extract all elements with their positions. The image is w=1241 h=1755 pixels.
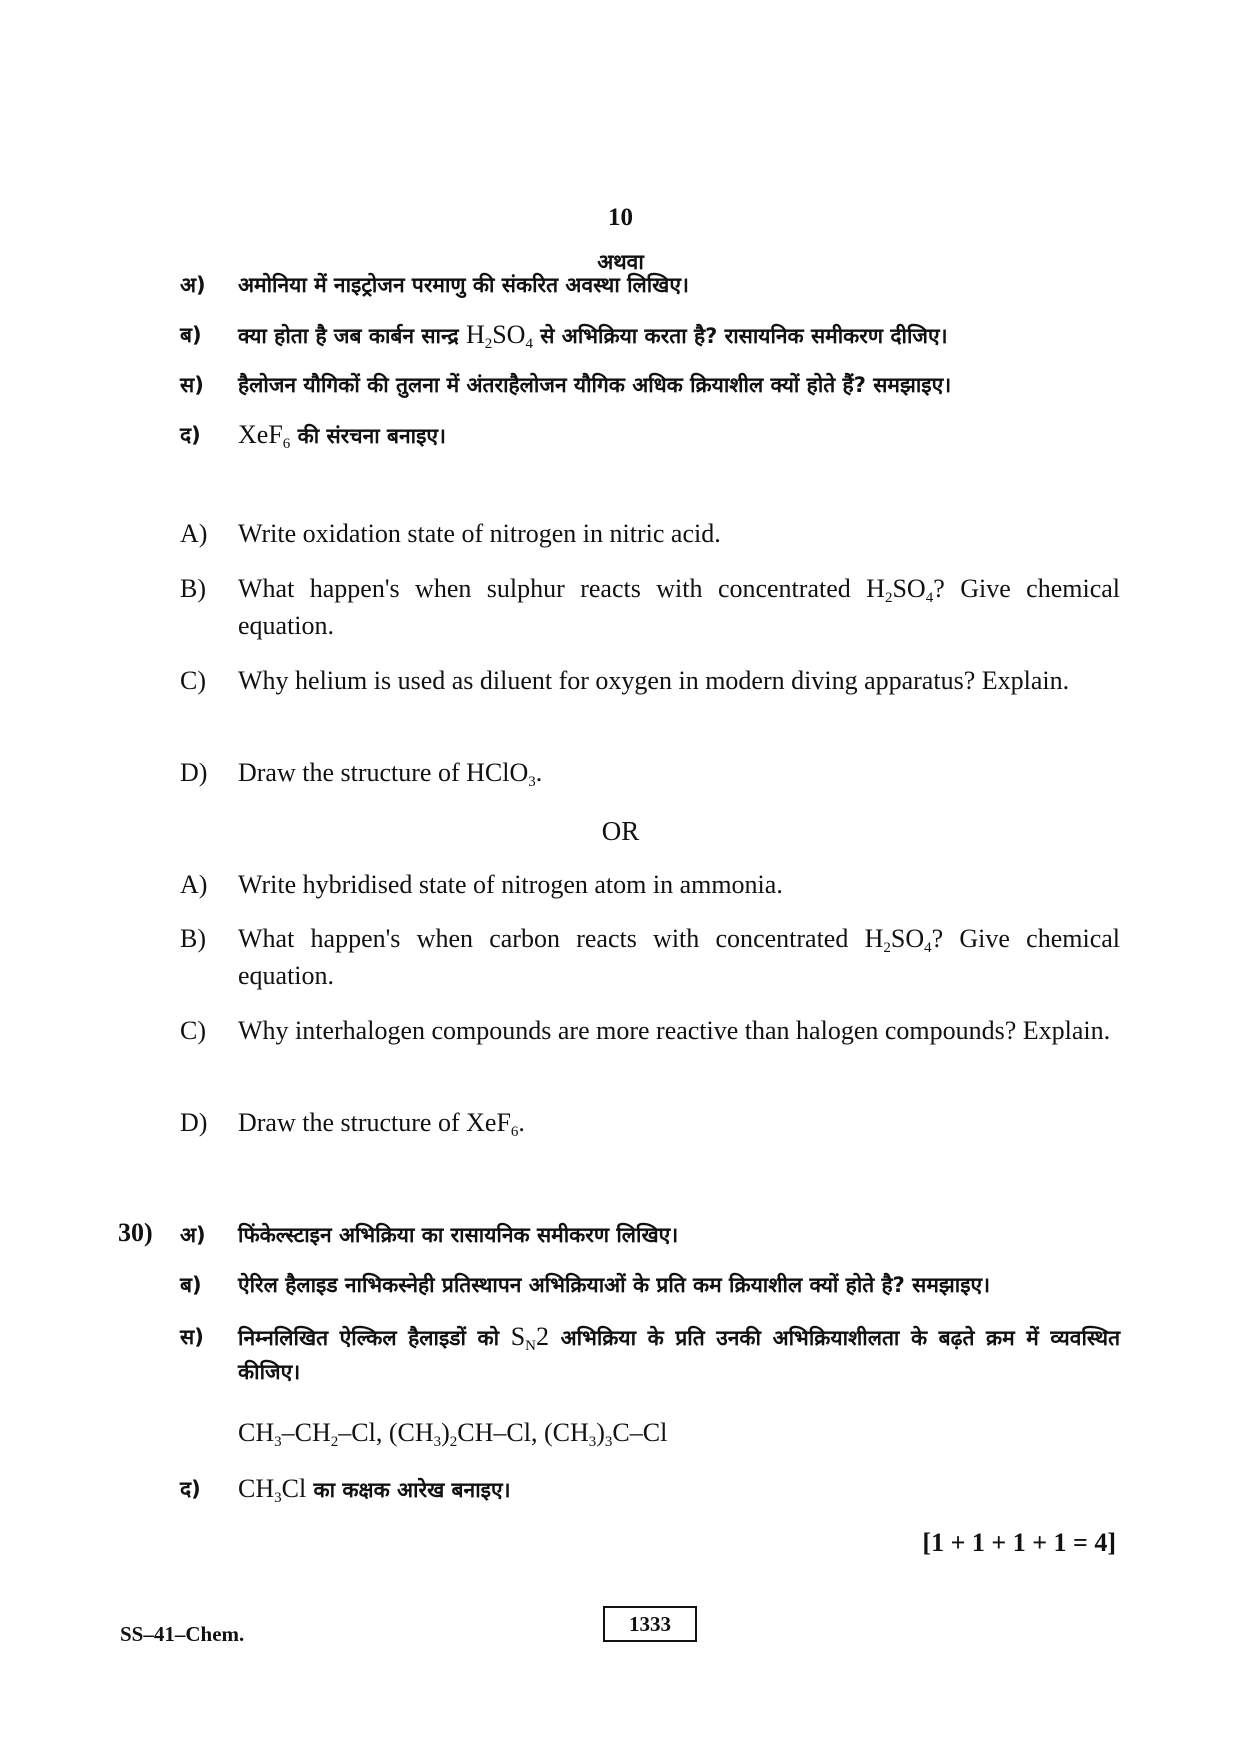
formula-subscript: 2 bbox=[883, 940, 891, 956]
question-text: अमोनिया में नाइट्रोजन परमाणु की संकरित अवस्था लिखिए। bbox=[238, 273, 689, 297]
q30-item-a bbox=[180, 1218, 1120, 1252]
question-text: Write oxidation state of nitrogen in nitric acid. bbox=[238, 519, 721, 548]
formula bbox=[465, 320, 533, 352]
question-text bbox=[238, 1320, 1120, 1389]
english-question-c bbox=[180, 662, 1120, 699]
formula-subscript: 4 bbox=[925, 590, 934, 606]
question-text bbox=[238, 1472, 1120, 1507]
question-text bbox=[238, 570, 1120, 644]
text-after: ? Give chemical equation. bbox=[238, 574, 1120, 640]
english-alt-question-b bbox=[180, 920, 1120, 994]
question-marker: द) bbox=[180, 1477, 201, 1501]
hindi-question-a bbox=[180, 268, 1120, 302]
formula-subscript: 6 bbox=[510, 1124, 519, 1140]
formula bbox=[510, 1322, 550, 1354]
q30-item-b bbox=[180, 1268, 1120, 1302]
text-after: . bbox=[535, 758, 543, 787]
question-text: Why interhalogen compounds are more reactive than halogen compounds? Explain. bbox=[238, 1016, 1111, 1045]
english-question-b bbox=[180, 570, 1120, 644]
english-alt-question-a bbox=[180, 866, 1120, 903]
formula-subscript: 6 bbox=[282, 436, 291, 452]
question-marker: C) bbox=[180, 1016, 206, 1045]
formula bbox=[238, 1474, 307, 1506]
question-marker: A) bbox=[180, 519, 208, 548]
question-text: Write hybridised state of nitrogen atom in ammonia. bbox=[238, 870, 783, 899]
page-code-box: 1333 bbox=[603, 1606, 697, 1642]
athva-separator: अथवा bbox=[597, 250, 644, 274]
formula-part: H bbox=[465, 320, 485, 349]
text-before: क्या होता है जब कार्बन सान्द्र bbox=[238, 324, 459, 348]
text-before: What happen's when sulphur reacts with concentrated H bbox=[238, 574, 885, 603]
question-marker: अ) bbox=[180, 1223, 206, 1247]
q30-item-c bbox=[180, 1320, 1120, 1389]
question-text bbox=[238, 920, 1120, 994]
question-text bbox=[238, 1104, 1120, 1141]
text-after: की संरचना बनाइए। bbox=[297, 424, 446, 448]
formula-part: SO bbox=[492, 320, 526, 349]
text-before: निम्नलिखित ऐल्किल हैलाइडों को bbox=[238, 1326, 500, 1350]
formula-subscript: 2 bbox=[884, 590, 893, 606]
formula-part: 2 bbox=[536, 1322, 550, 1351]
question-text: ऐरिल हैलाइड नाभिकस्नेही प्रतिस्थापन अभिक्रियाओं के प्रति कम क्रियाशील क्यों होते है? समझाइए। bbox=[238, 1273, 991, 1297]
question-marker: द) bbox=[180, 423, 201, 447]
formula bbox=[238, 420, 291, 452]
question-text: फिंकेल्स्टाइन अभिक्रिया का रासायनिक समीकरण लिखिए। bbox=[238, 1223, 679, 1247]
question-marker: C) bbox=[180, 666, 206, 695]
text-after: का कक्षक आरेख बनाइए। bbox=[313, 1478, 511, 1502]
question-text bbox=[238, 418, 1120, 453]
hindi-question-c bbox=[180, 368, 1120, 402]
text-after: . bbox=[518, 1108, 525, 1137]
question-marker: ब) bbox=[180, 323, 202, 347]
text-after: अभिक्रिया के प्रति उनकी अभिक्रियाशीलता के बढ़ते क्रम में व्यवस्थित कीजिए। bbox=[238, 1326, 1121, 1384]
formula-part: XeF bbox=[238, 420, 283, 449]
text-before: Draw the structure of HClO bbox=[238, 758, 529, 787]
question-text: हैलोजन यौगिकों की तुलना में अंतराहैलोजन यौगिक अधिक क्रियाशील क्यों होते हैं? समझाइए। bbox=[238, 373, 952, 397]
english-question-a bbox=[180, 515, 1120, 552]
question-text bbox=[238, 754, 1120, 791]
formula-subscript: 2 bbox=[484, 336, 493, 352]
hindi-question-d bbox=[180, 418, 1120, 453]
formula-part: SO bbox=[892, 574, 926, 603]
question-marker: ब) bbox=[180, 1273, 202, 1297]
english-question-d bbox=[180, 754, 1120, 791]
marks-allocation: [1 + 1 + 1 + 1 = 4] bbox=[922, 1528, 1116, 1557]
formula-subscript: 4 bbox=[924, 940, 932, 956]
question-marker: अ) bbox=[180, 273, 206, 297]
text-after: ? Give chemical equation. bbox=[238, 924, 1120, 990]
or-separator: OR bbox=[601, 816, 640, 846]
page-number: 10 bbox=[608, 204, 633, 231]
q30-item-d bbox=[180, 1472, 1120, 1507]
text-before: What happen's when carbon reacts with concentrated H bbox=[238, 924, 884, 953]
question-text: Why helium is used as diluent for oxygen in modern diving apparatus? Explain. bbox=[238, 666, 1070, 695]
formula-part: CH bbox=[238, 1474, 275, 1503]
english-alt-question-d bbox=[180, 1104, 1120, 1141]
english-alt-question-c bbox=[180, 1012, 1120, 1049]
question-number: 30) bbox=[118, 1218, 153, 1247]
question-marker: A) bbox=[180, 870, 208, 899]
formula-subscript: 3 bbox=[528, 774, 536, 790]
text-after: से अभिक्रिया करता है? रासायनिक समीकरण दीजिए। bbox=[540, 324, 948, 348]
formula-part: Cl bbox=[281, 1474, 307, 1503]
hindi-question-b bbox=[180, 318, 1120, 353]
question-text bbox=[238, 318, 1120, 353]
question-marker: B) bbox=[180, 924, 206, 953]
question-marker: D) bbox=[180, 1108, 208, 1137]
question-marker: स) bbox=[180, 373, 204, 397]
question-marker: स) bbox=[180, 1325, 204, 1349]
formula-part: S bbox=[510, 1322, 526, 1351]
formula-subscript: N bbox=[525, 1338, 537, 1354]
question-marker: B) bbox=[180, 574, 206, 603]
formula-subscript: 3 bbox=[274, 1490, 282, 1506]
formula-part: SO bbox=[890, 924, 925, 953]
text-before: Draw the structure of XeF bbox=[238, 1108, 511, 1137]
formula-subscript: 4 bbox=[525, 336, 533, 352]
paper-code: SS–41–Chem. bbox=[120, 1622, 245, 1646]
alkyl-halide-formulas: $CH_3-CH_2-Cl$, $(CH_3)_2CH-Cl$, $(CH_3)_3C-Cl$ bbox=[238, 1418, 668, 1450]
question-marker: D) bbox=[180, 758, 208, 787]
